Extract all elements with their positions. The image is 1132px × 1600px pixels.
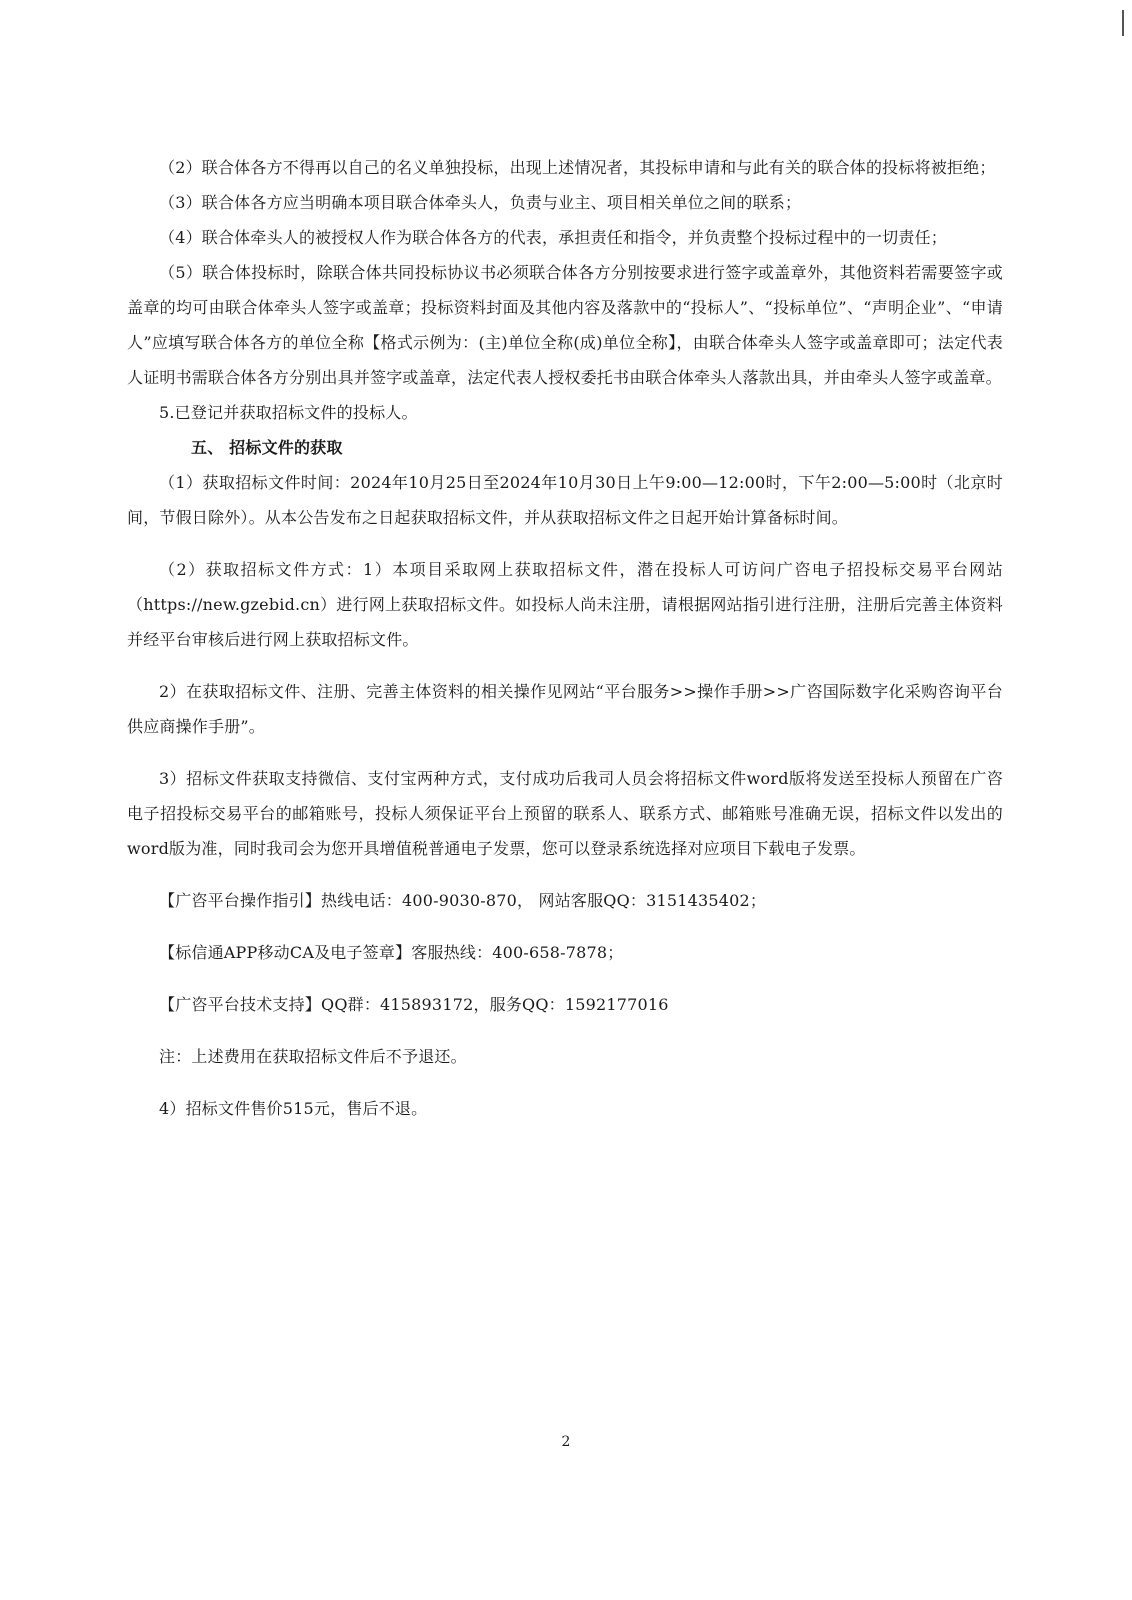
paragraph-operation: 2）在获取招标文件、注册、完善主体资料的相关操作见网站“平台服务>>操作手册>>广咨国际数字化采购咨询平台供应商操作手册”。 [127, 682, 1003, 736]
paragraph-price: 4）招标文件售价515元，售后不退。 [159, 1099, 428, 1118]
paragraph-hotline: 【广咨平台操作指引】热线电话：400-9030-870， 网站客服QQ：3151435402； [159, 891, 767, 910]
document-body [127, 150, 1003, 1126]
section-heading: 五、 招标文件的获取 [191, 438, 343, 457]
scan-edge-mark [1122, 10, 1124, 36]
paragraph-consortium-2: （2）联合体各方不得再以自己的名义单独投标，出现上述情况者，其投标申请和与此有关的联合体的投标将被拒绝； [159, 158, 996, 177]
paragraph-consortium-5: （5）联合体投标时，除联合体共同投标协议书必须联合体各方分别按要求进行签字或盖章外，其他资料若需要签字或盖章的均可由联合体牵头人签字或盖章；投标资料封面及其他内容及落款中的“投标人”、“投标单位”、“声明企业”、“申请人”应填写联合体各方的单位全称【格式示例为：(主)单位全称(成)单位全称】，由联合体牵头人签字或盖章即可；法定代表人证明书需联合体各方分别出具并签字或盖章，法定代表人授权委托书由联合体牵头人落款出具，并由牵头人签字或盖章。 [127, 263, 1003, 387]
paragraph-consortium-3: （3）联合体各方应当明确本项目联合体牵头人，负责与业主、项目相关单位之间的联系； [159, 193, 802, 212]
page-number: 2 [561, 1434, 571, 1450]
paragraph-consortium-4: （4）联合体牵头人的被授权人作为联合体各方的代表，承担责任和指令，并负责整个投标过程中的一切责任； [159, 228, 947, 247]
paragraph-tech-support: 【广咨平台技术支持】QQ群：415893172，服务QQ：1592177016 [159, 995, 669, 1014]
paragraph-time: （1）获取招标文件时间：2024年10月25日至2024年10月30日上午9:00—12:00时，下午2:00—5:00时（北京时间，节假日除外）。从本公告发布之日起获取招标文件，并从获取招标文件之日起开始计算备标时间。 [127, 473, 1003, 527]
paragraph-note: 注：上述费用在获取招标文件后不予退还。 [159, 1047, 467, 1066]
paragraph-item-5: 5.已登记并获取招标文件的投标人。 [159, 403, 418, 422]
paragraph-payment: 3）招标文件获取支持微信、支付宝两种方式，支付成功后我司人员会将招标文件word版将发送至投标人预留在广咨电子招投标交易平台的邮箱账号，投标人须保证平台上预留的联系人、联系方式、邮箱账号准确无误，招标文件以发出的word版为准，同时我司会为您开具增值税普通电子发票，您可以登录系统选择对应项目下载电子发票。 [127, 769, 1003, 858]
paragraph-method: （2）获取招标文件方式：1）本项目采取网上获取招标文件，潜在投标人可访问广咨电子招投标交易平台网站（https://new.gzebid.cn）进行网上获取招标文件。如投标人尚未注册，请根据网站指引进行注册，注册后完善主体资料并经平台审核后进行网上获取招标文件。 [127, 560, 1003, 649]
paragraph-ca-support: 【标信通APP移动CA及电子签章】客服热线：400-658-7878； [159, 943, 624, 962]
